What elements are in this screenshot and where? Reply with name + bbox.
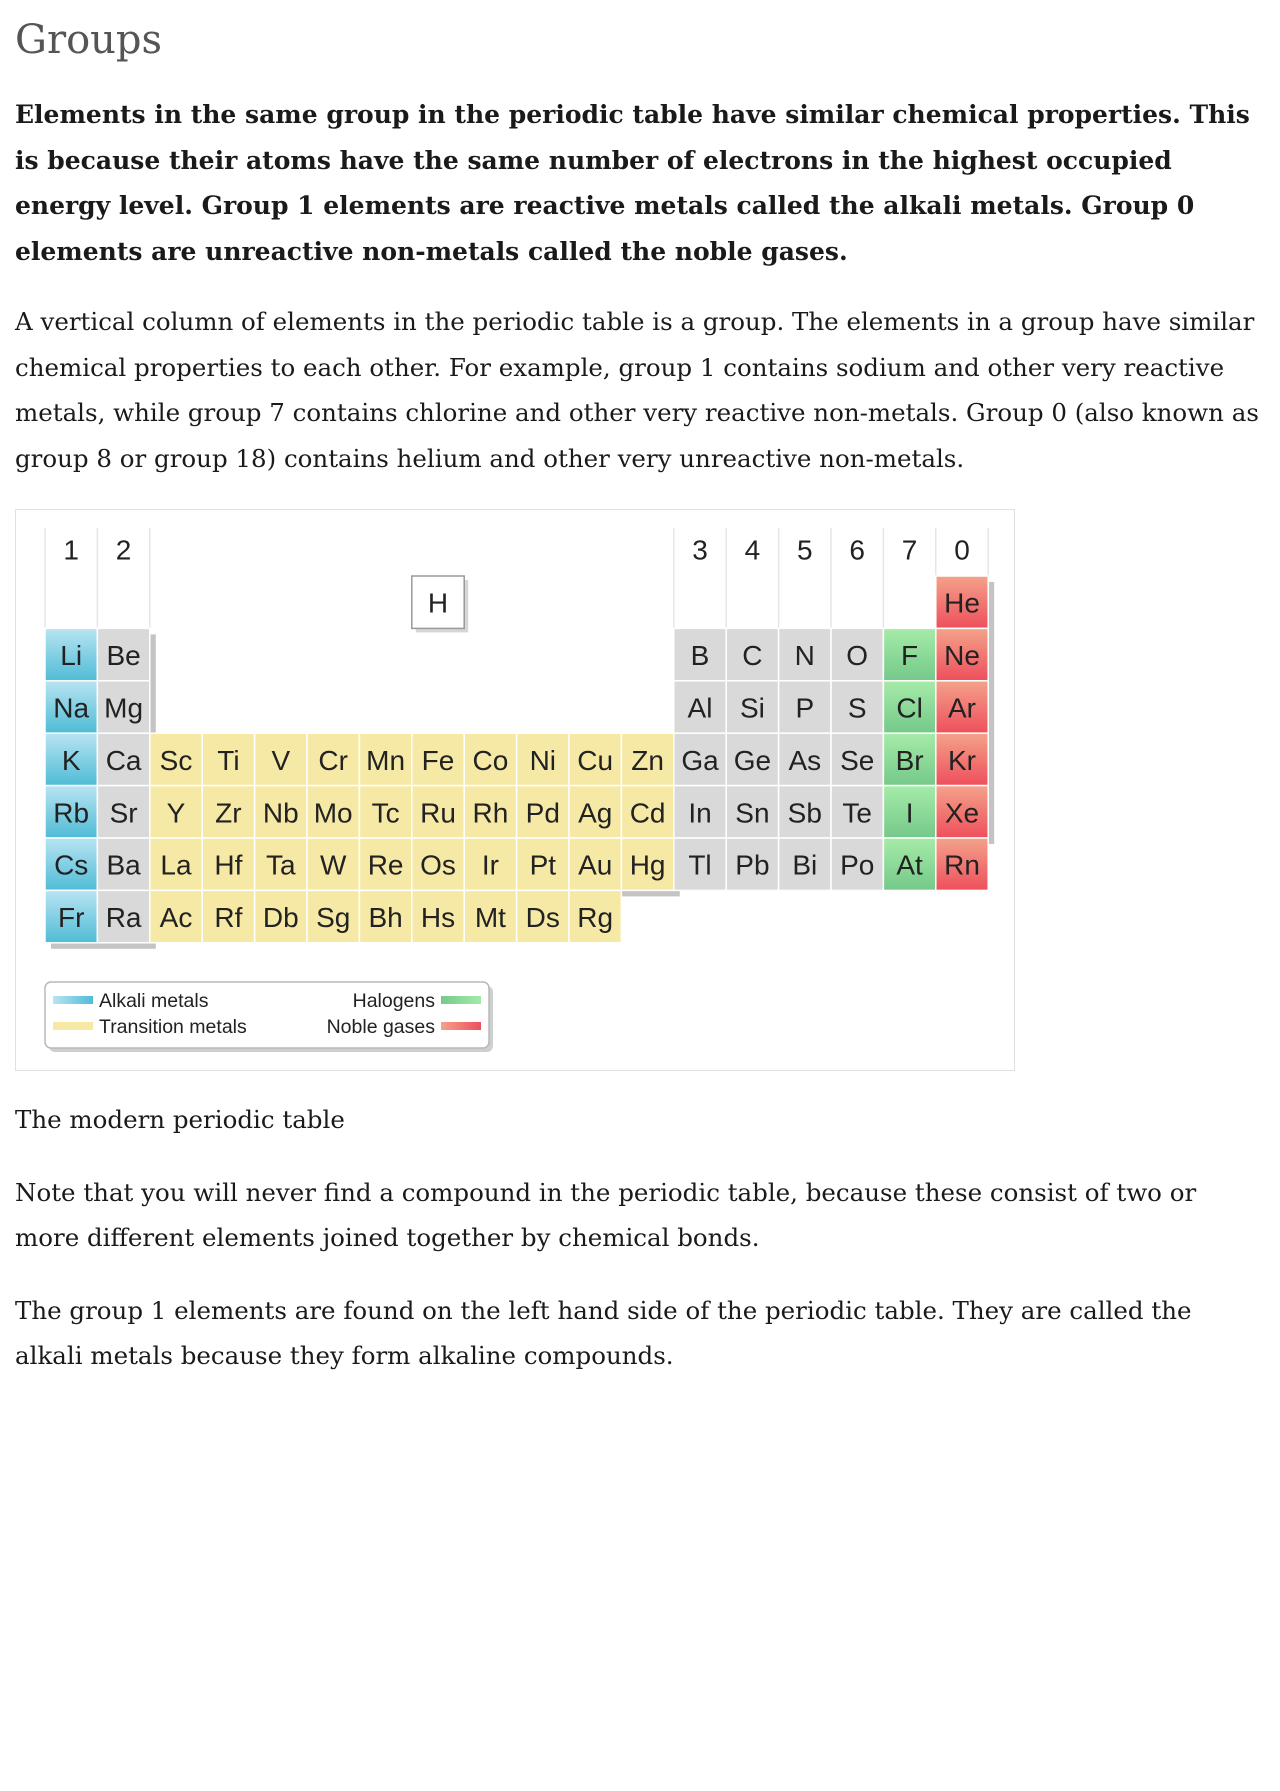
element-symbol-Hf: Hf (214, 849, 243, 881)
element-symbol-Rn: Rn (944, 849, 980, 881)
element-symbol-Ir: Ir (481, 849, 499, 881)
element-symbol-Po: Po (840, 849, 875, 881)
element-symbol-Mt: Mt (474, 902, 506, 934)
legend-swatch-noble (441, 1022, 481, 1030)
element-symbol-Rg: Rg (577, 902, 614, 934)
element-symbol-I: I (905, 797, 914, 829)
page-title: Groups (15, 17, 163, 63)
element-symbol-Co: Co (472, 744, 509, 776)
element-symbol-Br: Br (895, 744, 924, 776)
element-symbol-Se: Se (840, 744, 875, 776)
element-symbol-Fe: Fe (421, 744, 455, 776)
element-symbol-Pt: Pt (529, 849, 557, 881)
element-symbol-Mo: Mo (313, 797, 353, 829)
element-symbol-K: K (61, 744, 81, 776)
article (15, 0, 1265, 1379)
body-paragraph-compounds: Note that you will never find a compound in the periodic table, because these consist of two or more different elements joined together by chemical bonds. (15, 1177, 1197, 1252)
legend-label-halogen: Halogens (352, 990, 435, 1012)
element-symbol-Hg: Hg (629, 849, 666, 881)
element-symbol-N: N (794, 640, 815, 672)
element-symbol-Ni: Ni (529, 744, 557, 776)
group-header-6: 6 (849, 534, 865, 566)
element-symbol-F: F (901, 640, 919, 672)
element-symbol-Ca: Ca (105, 744, 142, 776)
element-symbol-Pd: Pd (525, 797, 560, 829)
element-symbol-Kr: Kr (948, 744, 976, 776)
element-symbol-Bh: Bh (368, 902, 403, 934)
element-symbol-Ba: Ba (106, 849, 141, 881)
periodic-table-figure (15, 509, 1015, 1071)
body-paragraph-alkali: The group 1 elements are found on the left hand side of the periodic table. They are called the alkali metals because they form alkaline compounds. (15, 1295, 1192, 1370)
element-symbol-Sn: Sn (735, 797, 770, 829)
element-symbol-S: S (847, 692, 867, 724)
element-symbol-Sr: Sr (109, 797, 138, 829)
element-symbol-At: At (896, 849, 923, 881)
element-symbol-Ag: Ag (578, 797, 613, 829)
element-symbol-Sb: Sb (787, 797, 822, 829)
element-symbol-He: He (944, 587, 980, 619)
lead-paragraph: Elements in the same group in the periodic table have similar chemical properties. This is because their atoms have the same number of electrons in the highest occupied energy level. Group 1 elements are reactive metals called the alkali metals. Group 0 elements are unreactive non-metals called the noble gases. (15, 100, 1250, 266)
element-symbol-Ge: Ge (733, 744, 772, 776)
element-symbol-Li: Li (60, 640, 83, 672)
group-header-5: 5 (797, 534, 813, 566)
element-symbol-Zr: Zr (215, 797, 242, 829)
element-symbol-Fr: Fr (57, 902, 85, 934)
body-paragraph-groups: A vertical column of elements in the periodic table is a group. The elements in a group have similar chemical properties to each other. For example, group 1 contains sodium and other very reactive metals, while group 7 contains chlorine and other very reactive non-metals. Group 0 (also known as group 8 or group 18) contains helium and other very unreactive non-metals. (15, 307, 1259, 473)
element-symbol-Hs: Hs (420, 902, 456, 934)
element-symbol-Zn: Zn (631, 744, 664, 776)
group-header-3: 3 (692, 534, 708, 566)
element-symbol-Ar: Ar (948, 692, 976, 724)
element-symbol-C: C (742, 640, 763, 672)
element-symbol-Al: Al (687, 692, 713, 724)
element-symbol-Cl: Cl (896, 692, 923, 724)
group-header-7: 7 (901, 534, 918, 566)
element-symbol-Sc: Sc (159, 744, 193, 776)
legend-swatch-transition (53, 1022, 93, 1030)
element-symbol-Rf: Rf (214, 902, 243, 934)
element-symbol-Ga: Ga (681, 744, 719, 776)
element-symbol-Y: Y (166, 797, 186, 829)
element-symbol-Be: Be (106, 640, 141, 672)
element-symbol-La: La (160, 849, 192, 881)
element-symbol-V: V (271, 744, 291, 776)
element-symbol-Ta: Ta (266, 849, 296, 881)
element-symbol-Nb: Nb (262, 797, 299, 829)
element-symbol-Na: Na (53, 692, 90, 724)
element-symbol-H: H (427, 587, 449, 619)
element-symbol-Te: Te (842, 797, 872, 829)
element-symbol-Sg: Sg (316, 902, 351, 934)
element-symbol-Mn: Mn (366, 744, 406, 776)
element-symbol-Tl: Tl (688, 849, 712, 881)
element-symbol-B: B (690, 640, 710, 672)
element-symbol-Cd: Cd (629, 797, 666, 829)
element-symbol-Rh: Rh (472, 797, 509, 829)
element-symbol-Mg: Mg (104, 692, 144, 724)
periodic-table (16, 510, 1016, 1072)
group-header-0: 0 (954, 534, 970, 566)
element-symbol-Cu: Cu (577, 744, 614, 776)
element-symbol-Si: Si (739, 692, 765, 724)
element-symbol-Os: Os (420, 849, 456, 881)
element-symbol-Ru: Ru (420, 797, 456, 829)
group-header-4: 4 (744, 534, 761, 566)
element-symbol-Ti: Ti (217, 744, 240, 776)
element-symbol-Rb: Rb (53, 797, 90, 829)
element-symbol-Pb: Pb (735, 849, 770, 881)
element-symbol-In: In (688, 797, 712, 829)
element-symbol-Bi: Bi (792, 849, 818, 881)
legend-label-alkali: Alkali metals (99, 990, 209, 1012)
element-symbol-W: W (319, 849, 347, 881)
element-symbol-Db: Db (262, 902, 299, 934)
element-symbol-As: As (788, 744, 822, 776)
legend-swatch-alkali (53, 996, 93, 1004)
element-symbol-Ne: Ne (944, 640, 980, 672)
element-symbol-Ac: Ac (159, 902, 193, 934)
element-symbol-Cs: Cs (54, 849, 89, 881)
legend-label-noble: Noble gases (326, 1016, 435, 1038)
element-symbol-Cr: Cr (318, 744, 348, 776)
legend-swatch-halogen (441, 996, 481, 1004)
element-symbol-Au: Au (578, 849, 613, 881)
legend-label-transition: Transition metals (99, 1016, 247, 1038)
figure-caption: The modern periodic table (15, 1105, 345, 1134)
element-symbol-Tc: Tc (371, 797, 400, 829)
group-header-2: 2 (115, 534, 132, 566)
element-symbol-Re: Re (367, 849, 404, 881)
element-symbol-O: O (846, 640, 869, 672)
element-symbol-Ds: Ds (525, 902, 560, 934)
element-symbol-P: P (795, 692, 815, 724)
element-symbol-Xe: Xe (944, 797, 980, 829)
group-header-1: 1 (63, 534, 79, 566)
element-symbol-Ra: Ra (105, 902, 142, 934)
